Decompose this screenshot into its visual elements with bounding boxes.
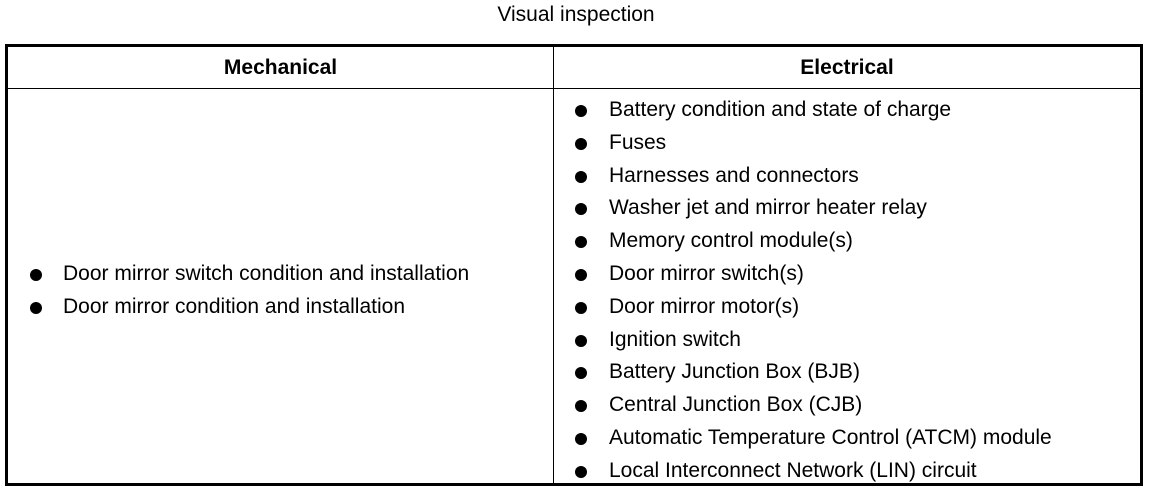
bullet-icon bbox=[575, 335, 587, 347]
list-item-text: Automatic Temperature Control (ATCM) module bbox=[609, 425, 1052, 449]
list-item-text: Door mirror switch(s) bbox=[609, 261, 804, 285]
list-item bbox=[554, 192, 1140, 225]
list-item-text: Harnesses and connectors bbox=[609, 163, 859, 187]
table-caption: Visual inspection bbox=[497, 3, 655, 26]
mechanical-column-header: Mechanical bbox=[223, 56, 338, 79]
list-item-text: Local Interconnect Network (LIN) circuit bbox=[609, 458, 977, 482]
bullet-icon bbox=[30, 302, 42, 314]
bullet-icon bbox=[575, 203, 587, 215]
list-item bbox=[554, 225, 1140, 258]
list-item bbox=[554, 127, 1140, 160]
bullet-icon bbox=[575, 171, 587, 183]
mechanical-items-list bbox=[8, 258, 553, 324]
list-item-text: Memory control module(s) bbox=[609, 229, 853, 253]
header-divider bbox=[8, 88, 1140, 89]
list-item bbox=[554, 160, 1140, 193]
list-item bbox=[554, 422, 1140, 455]
bullet-icon bbox=[575, 400, 587, 412]
bullet-icon bbox=[575, 269, 587, 281]
bullet-icon bbox=[575, 236, 587, 248]
list-item-text: Ignition switch bbox=[609, 327, 741, 351]
list-item-text: Fuses bbox=[609, 130, 667, 154]
bullet-icon bbox=[575, 367, 587, 379]
bullet-icon bbox=[575, 466, 587, 478]
electrical-items-list bbox=[554, 94, 1140, 488]
visual-inspection-table bbox=[5, 44, 1143, 486]
list-item-text: Central Junction Box (CJB) bbox=[609, 393, 863, 417]
list-item-text: Battery Junction Box (BJB) bbox=[609, 360, 860, 384]
list-item bbox=[554, 389, 1140, 422]
electrical-column-header: Electrical bbox=[800, 56, 894, 79]
list-item bbox=[8, 291, 553, 324]
bullet-icon bbox=[30, 269, 42, 281]
list-item bbox=[554, 258, 1140, 291]
list-item bbox=[8, 258, 553, 291]
list-item-text: Door mirror switch condition and installation bbox=[63, 262, 470, 285]
list-item-text: Door mirror motor(s) bbox=[609, 294, 800, 318]
list-item-text: Washer jet and mirror heater relay bbox=[609, 196, 927, 220]
list-item-text: Battery condition and state of charge bbox=[609, 98, 952, 121]
list-item bbox=[554, 356, 1140, 389]
bullet-icon bbox=[575, 433, 587, 445]
list-item bbox=[554, 324, 1140, 357]
bullet-icon bbox=[575, 105, 587, 117]
bullet-icon bbox=[575, 302, 587, 314]
list-item bbox=[554, 455, 1140, 488]
list-item-text: Door mirror condition and installation bbox=[63, 294, 405, 318]
list-item bbox=[554, 291, 1140, 324]
bullet-icon bbox=[575, 138, 587, 150]
list-item bbox=[554, 94, 1140, 127]
